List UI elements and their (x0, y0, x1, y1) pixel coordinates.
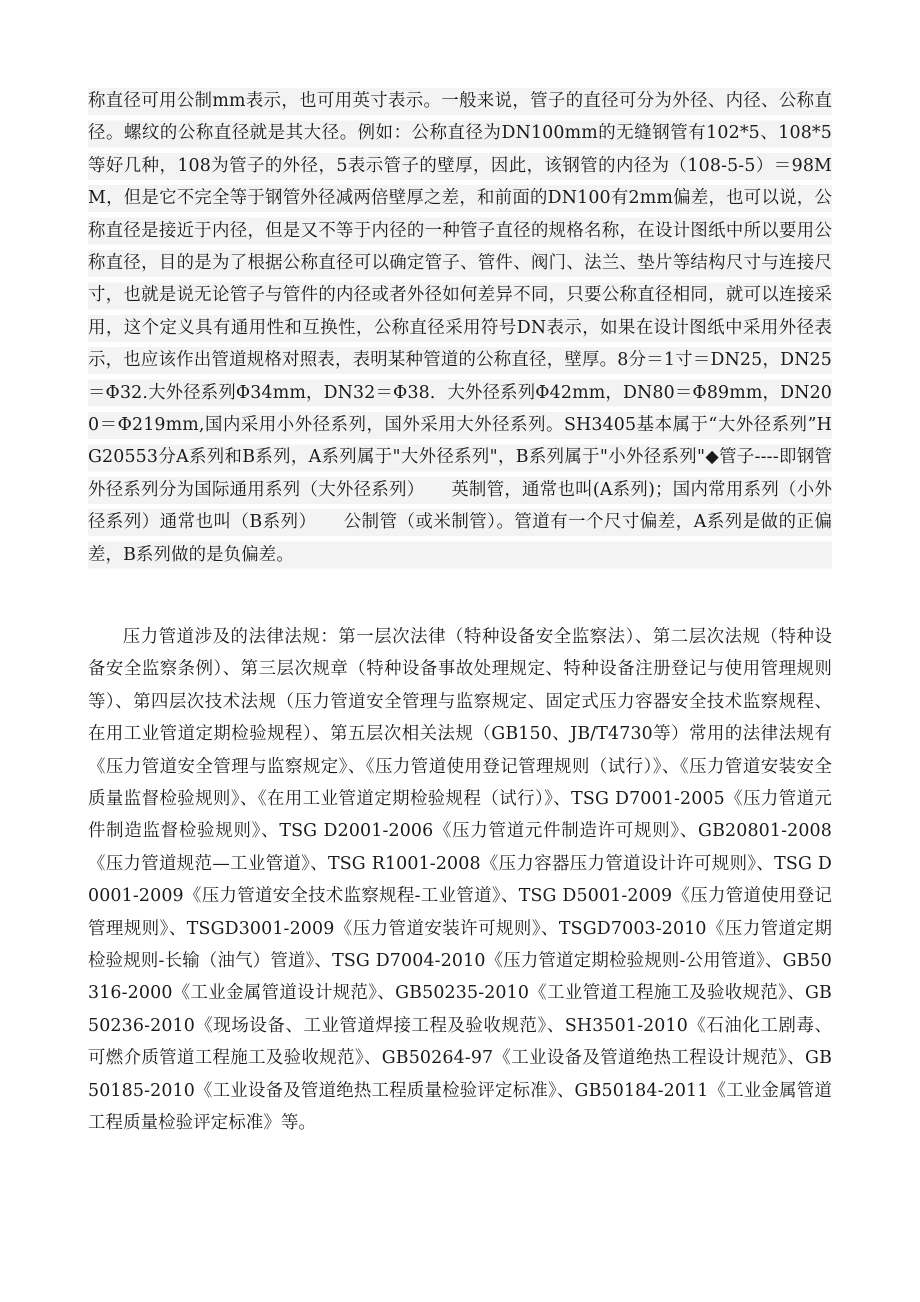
paragraph-pressure-piping-regulations: 压力管道涉及的法律法规：第一层次法律（特种设备安全监察法）、第二层次法规（特种设备安全监察条例）、第三层次规章（特种设备事故处理规定、特种设备注册登记与使用管理规则等）、第四层次技术法规（压力管道安全管理与监察规定、固定式压力容器安全技术监察规程、在用工业管道定期检验规程）、第五层次相关法规（GB150、JB/T4730等）常用的法律法规有《压力管道安全管理与监察规定》、《压力管道使用登记管理规则（试行）》、《压力管道安装安全质量监督检验规则》、《在用工业管道定期检验规程（试行）》、TSG D7001-2005《压力管道元件制造监督检验规则》、TSG D2001-2006《压力管道元件制造许可规则》、GB20801-2008《压力管道规范—工业管道》、TSG R1001-2008《压力容器压力管道设计许可规则》、TSG D0001-2009《压力管道安全技术监察规程-工业管道》、TSG D5001-2009《压力管道使用登记管理规则》、TSGD3001-2009《压力管道安装许可规则》、TSGD7003-2010《压力管道定期检验规则-长输（油气）管道》、TSG D7004-2010《压力管道定期检验规则-公用管道》、GB50316-2000《工业金属管道设计规范》、GB50235-2010《工业管道工程施工及验收规范》、GB50236-2010《现场设备、工业管道焊接工程及验收规范》、SH3501-2010《石油化工剧毒、可燃介质管道工程施工及验收规范》、GB50264-97《工业设备及管道绝热工程设计规范》、GB50185-2010《工业设备及管道绝热工程质量检验评定标准》、GB50184-2011《工业金属管道工程质量检验评定标准》等。 (88, 627, 832, 1134)
paragraph-nominal-diameter: 称直径可用公制mm表示，也可用英寸表示。一般来说，管子的直径可分为外径、内径、公称直径。螺纹的公称直径就是其大径。例如：公称直径为DN100mm的无缝钢管有102*5、108*5等好几种，108为管子的外径，5表示管子的壁厚，因此，该钢管的内径为（108-5-5）＝98MM，但是它不完全等于钢管外径减两倍壁厚之差，和前面的DN100有2mm偏差，也可以说，公称直径是接近于内径，但是又不等于内径的一种管子直径的规格名称，在设计图纸中所以要用公称直径，目的是为了根据公称直径可以确定管子、管件、阀门、法兰、垫片等结构尺寸与连接尺寸，也就是说无论管子与管件的内径或者外径如何差异不同，只要公称直径相同，就可以连接采用，这个定义具有通用性和互换性，公称直径采用符号DN表示，如果在设计图纸中采用外径表示，也应该作出管道规格对照表，表明某种管道的公称直径，壁厚。8分＝1寸＝DN25，DN25＝Φ32.大外径系列Φ34mm，DN32＝Φ38．大外径系列Φ42mm，DN80＝Φ89mm，DN200＝Φ219mm,国内采用小外径系列，国外采用大外径系列。SH3405基本属于“大外径系列”HG20553分A系列和B系列，A系列属于"大外径系列"，B系列属于"小外径系列"◆管子----即钢管外径系列分为国际通用系列（大外径系列） 英制管，通常也叫(A系列)；国内常用系列（小外径系列）通常也叫（B系列） 公制管（或米制管）。管道有一个尺寸偏差，A系列是做的正偏差，B系列做的是负偏差。 (88, 85, 832, 571)
